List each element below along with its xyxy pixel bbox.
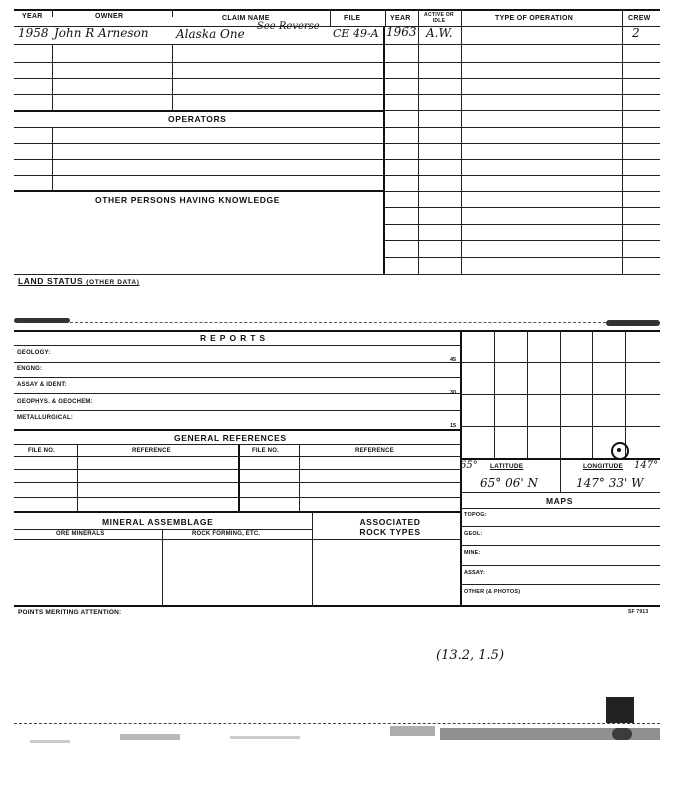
mineral-assemblage-heading: MINERAL ASSEMBLAGE <box>102 517 214 527</box>
entry-see-reverse: See Reverse <box>257 21 320 32</box>
latitude-value: 65° 06' N <box>480 476 538 490</box>
scale-45: 45 <box>450 357 457 363</box>
map-assay: ASSAY: <box>464 570 486 576</box>
gr-reference-1: REFERENCE <box>132 448 171 454</box>
latitude-label: LATITUDE <box>490 463 524 470</box>
operators-heading: OPERATORS <box>168 114 227 124</box>
points-meriting-attention: POINTS MERITING ATTENTION: <box>18 609 122 616</box>
gr-reference-2: REFERENCE <box>355 448 394 454</box>
land-status-label: LAND STATUS <box>18 276 84 286</box>
scale-15: 15 <box>450 423 457 429</box>
entry-year: 1958 <box>18 26 49 40</box>
header-year-2: YEAR <box>390 15 411 22</box>
entry-owner: John R Arneson <box>54 26 149 40</box>
entry-claim-name: Alaska One <box>176 27 245 41</box>
coords-note: (13.2, 1.5) <box>436 648 505 663</box>
report-geology: GEOLOGY: <box>17 350 51 356</box>
gr-file-no-1: FILE NO. <box>28 448 55 454</box>
map-geol: GEOL: <box>464 531 483 537</box>
report-assay: ASSAY & IDENT: <box>17 382 67 388</box>
other-persons-heading: OTHER PERSONS HAVING KNOWLEDGE <box>95 195 281 205</box>
form-number: SF 7913 <box>628 609 649 615</box>
report-geophys: GEOPHYS. & GEOCHEM: <box>17 399 93 405</box>
header-crew: CREW <box>628 15 651 22</box>
map-mine: MINE: <box>464 550 481 556</box>
header-active-idle: ACTIVE OR IDLE <box>424 12 454 24</box>
circle-dot-icon <box>617 448 621 452</box>
entry-file: CE 49-A <box>333 27 379 40</box>
header-owner: OWNER <box>95 13 124 20</box>
entry-status: A.W. <box>426 26 453 40</box>
report-engng: ENGNG: <box>17 366 43 372</box>
lat-prefix: 65° <box>460 460 478 471</box>
maps-heading: MAPS <box>546 496 573 506</box>
longitude-value: 147° 33' W <box>576 476 644 490</box>
ore-minerals-label: ORE MINERALS <box>56 531 105 537</box>
land-status-sub: (OTHER DATA) <box>86 279 140 286</box>
map-other: OTHER (& PHOTOS) <box>464 589 521 595</box>
header-file: FILE <box>344 15 361 22</box>
rock-forming-label: ROCK FORMING, ETC. <box>192 531 261 537</box>
associated-rock-types-heading: ASSOCIATED ROCK TYPES <box>359 517 421 537</box>
entry-year-2: 1963 <box>386 25 417 39</box>
gr-file-no-2: FILE NO. <box>252 448 279 454</box>
reports-heading: REPORTS <box>200 333 270 343</box>
header-type-of-operation: TYPE OF OPERATION <box>495 15 574 22</box>
header-claim-name: CLAIM NAME <box>222 15 270 22</box>
map-topog: TOPOG: <box>464 512 487 518</box>
entry-crew: 2 <box>632 26 640 40</box>
longitude-label: LONGITUDE <box>583 463 624 470</box>
scale-30: 30 <box>450 390 457 396</box>
land-status-heading <box>18 276 139 286</box>
header-year: YEAR <box>22 13 43 20</box>
long-prefix: 147° <box>634 460 659 471</box>
general-references-heading: GENERAL REFERENCES <box>174 433 287 443</box>
report-metallurgical: METALLURGICAL: <box>17 415 74 421</box>
